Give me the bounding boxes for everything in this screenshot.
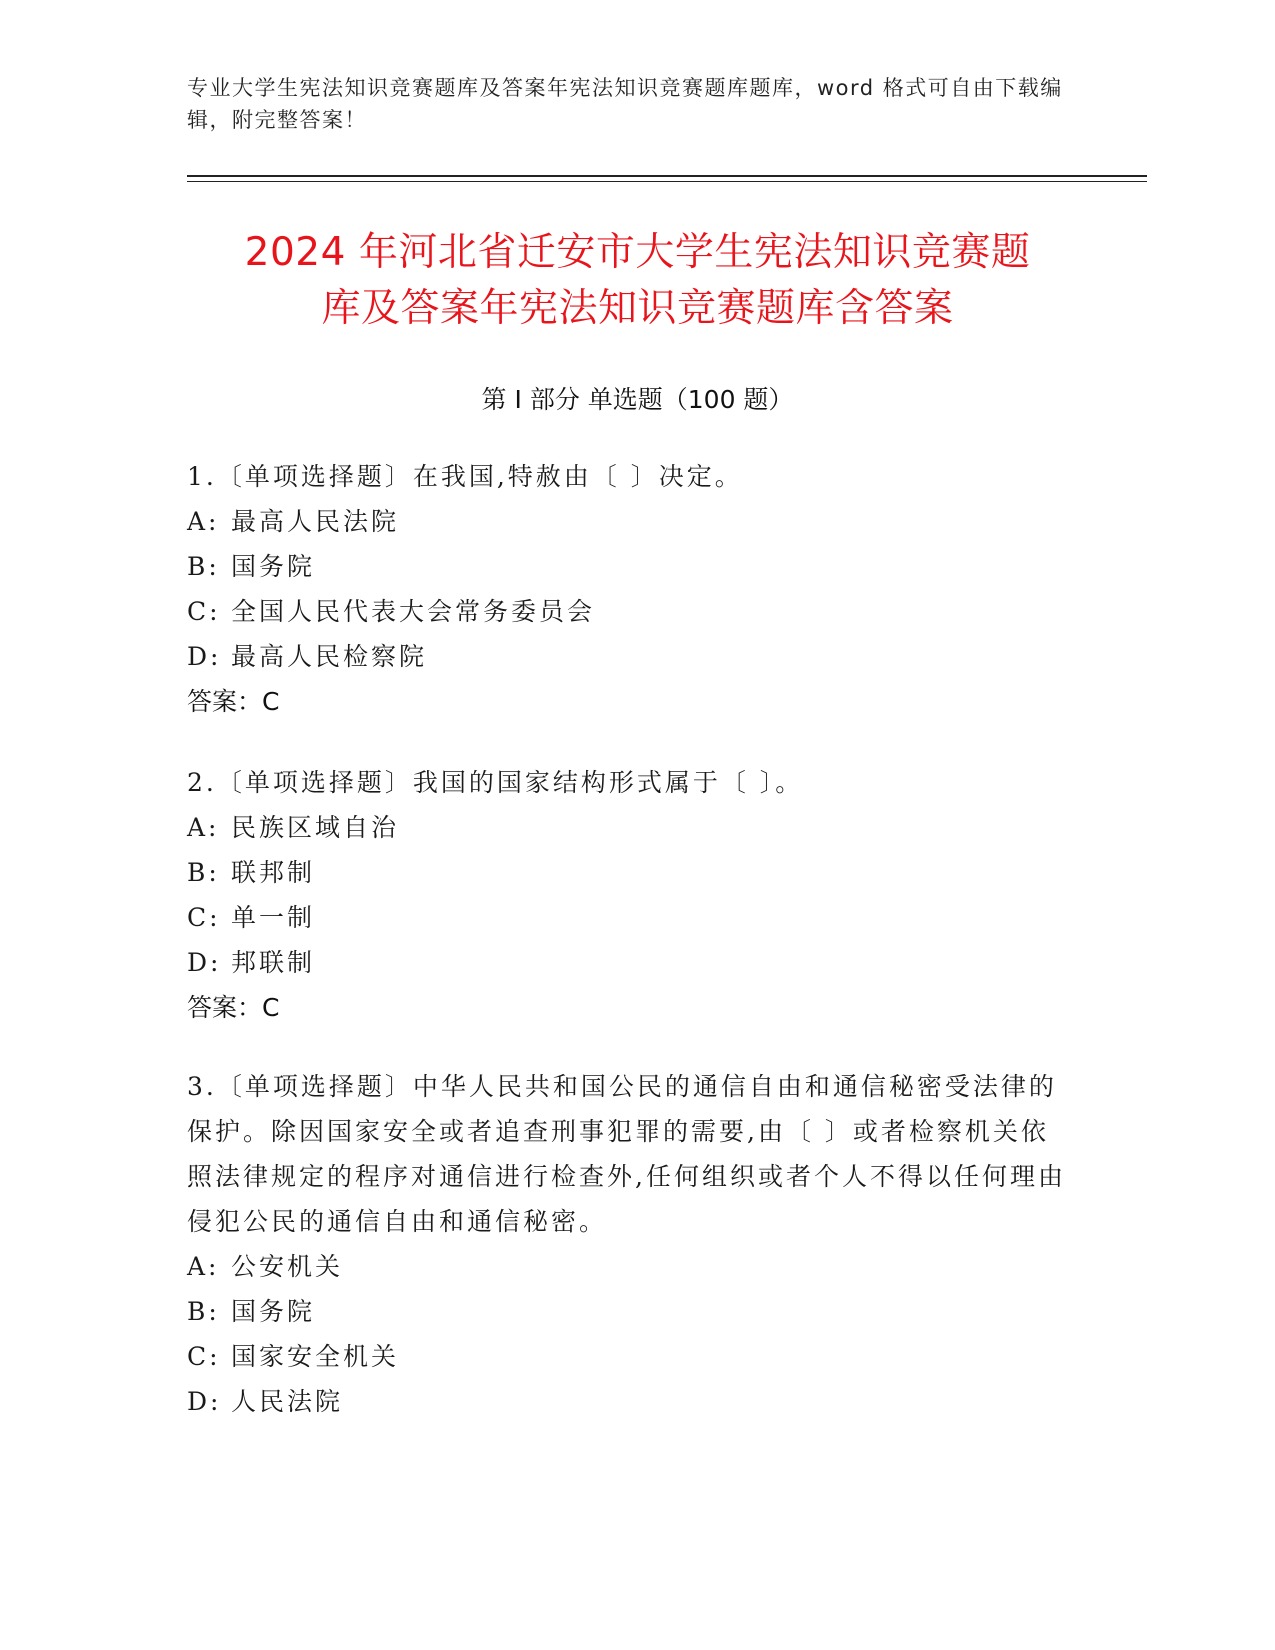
option-key: D: — [187, 948, 222, 977]
document-title-line-1: 2024 年河北省迁安市大学生宪法知识竞赛题 — [244, 230, 1031, 275]
option-text: 全国人民代表大会常务委员会 — [231, 597, 596, 626]
question-2 — [187, 760, 1067, 1030]
header-rule-thick — [187, 175, 1147, 177]
option-key: A: — [187, 813, 220, 842]
question-1 — [187, 454, 1067, 724]
option-key: D: — [187, 642, 222, 671]
option-key: C: — [187, 1342, 221, 1371]
option-key: C: — [187, 903, 221, 932]
document-title — [150, 225, 1125, 337]
option-c — [187, 589, 1067, 634]
option-b — [187, 850, 1067, 895]
option-a — [187, 805, 1067, 850]
option-c — [187, 1334, 1067, 1379]
option-b — [187, 544, 1067, 589]
question-3 — [187, 1064, 1067, 1424]
question-stem: 1.〔单项选择题〕在我国,特赦由〔 〕决定。 — [187, 462, 743, 491]
option-text: 单一制 — [231, 903, 316, 932]
document-title-line-2: 库及答案年宪法知识竞赛题库含答案 — [321, 286, 954, 331]
header-rule-thin — [187, 181, 1147, 182]
option-key: B: — [187, 1297, 220, 1326]
header-note: 专业大学生宪法知识竞赛题库及答案年宪法知识竞赛题库题库，word 格式可自由下载编辑，附完整答案！ — [187, 76, 1063, 132]
section-title: 第 I 部分 单选题（100 题） — [481, 385, 794, 414]
option-a — [187, 1244, 1067, 1289]
option-key: C: — [187, 597, 221, 626]
question-stem: 2.〔单项选择题〕我国的国家结构形式属于〔 〕。 — [187, 768, 804, 797]
option-c — [187, 895, 1067, 940]
question-stem: 3.〔单项选择题〕中华人民共和国公民的通信自由和通信秘密受法律的保护。除因国家安全或者追查刑事犯罪的需要,由〔 〕或者检察机关依照法律规定的程序对通信进行检查外,任何组织或者个人不得以任何理由侵犯公民的通信自由和通信秘密。 — [187, 1072, 1066, 1236]
option-text: 最高人民法院 — [231, 507, 400, 536]
option-text: 人民法院 — [231, 1387, 344, 1416]
option-d — [187, 940, 1067, 985]
option-text: 联邦制 — [231, 858, 316, 887]
option-b — [187, 1289, 1067, 1334]
answer-line: 答案：C — [187, 993, 280, 1022]
option-text: 国务院 — [231, 552, 316, 581]
option-key: B: — [187, 858, 220, 887]
option-key: A: — [187, 507, 220, 536]
option-key: B: — [187, 552, 220, 581]
option-a — [187, 499, 1067, 544]
option-d — [187, 1379, 1067, 1424]
option-text: 国家安全机关 — [231, 1342, 400, 1371]
option-text: 国务院 — [231, 1297, 316, 1326]
option-text: 最高人民检察院 — [231, 642, 428, 671]
option-key: A: — [187, 1252, 220, 1281]
option-key: D: — [187, 1387, 222, 1416]
option-d — [187, 634, 1067, 679]
option-text: 民族区域自治 — [231, 813, 400, 842]
option-text: 邦联制 — [231, 948, 316, 977]
option-text: 公安机关 — [231, 1252, 344, 1281]
answer-line: 答案：C — [187, 687, 280, 716]
